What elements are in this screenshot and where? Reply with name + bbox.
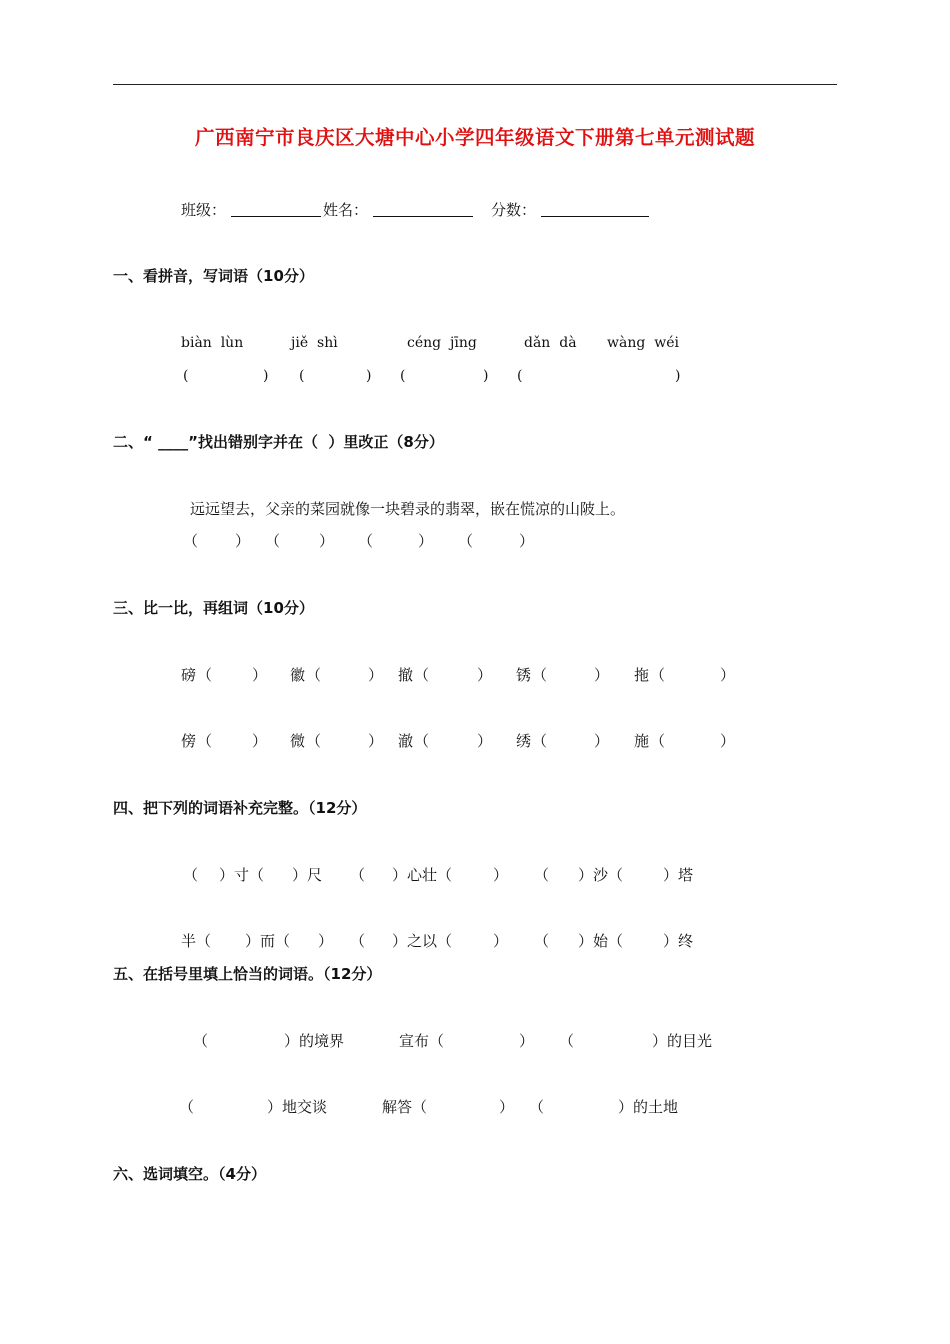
bracket-open: （ <box>650 732 666 750</box>
phrase-part: （ <box>559 1032 575 1050</box>
bracket-open: （ <box>532 666 548 684</box>
bracket-open: （ <box>183 532 199 550</box>
bracket-close: ) <box>263 368 269 384</box>
phrase-part: （ <box>193 1032 209 1050</box>
section-4-heading: 四、把下列的词语补充完整。（12分） <box>113 799 367 817</box>
phrase-part: 宣布（ <box>399 1032 445 1050</box>
bracket-open: （ <box>650 666 666 684</box>
idiom-part: （ <box>350 866 366 884</box>
bracket-close: ） <box>252 732 268 750</box>
bracket-open: （ <box>306 666 322 684</box>
idiom-part: ） <box>493 866 509 884</box>
idiom-part: （ <box>534 932 550 950</box>
compare-char: 撤 <box>398 666 414 684</box>
bracket-close: ） <box>235 532 251 550</box>
bracket-close: ） <box>477 732 493 750</box>
section-1-heading: 一、看拼音，写词语（10分） <box>113 267 314 285</box>
bracket-close: ） <box>477 666 493 684</box>
compare-char: 澈 <box>398 732 414 750</box>
idiom-part: ） <box>493 932 509 950</box>
error-sentence: 远远望去，父亲的菜园就像一块碧录的翡翠，嵌在慌凉的山陂上。 <box>190 500 626 518</box>
bracket-close: ） <box>720 732 736 750</box>
bracket-close: ） <box>720 666 736 684</box>
compare-char: 锈 <box>516 666 532 684</box>
idiom-part: ） <box>318 932 334 950</box>
bracket-close: ） <box>252 666 268 684</box>
compare-char: 傍 <box>181 732 197 750</box>
compare-char: 磅 <box>181 666 197 684</box>
idiom-part: 半（ <box>181 932 212 950</box>
bracket-open: （ <box>306 732 322 750</box>
bracket-close: ） <box>594 666 610 684</box>
phrase-part: ）的土地 <box>618 1098 679 1116</box>
score-field[interactable] <box>541 216 649 217</box>
phrase-part: ） <box>499 1098 515 1116</box>
bracket-close: ) <box>675 368 681 384</box>
bracket-close: ） <box>319 532 335 550</box>
idiom-part: ）塔 <box>663 866 694 884</box>
idiom-part: （ <box>350 932 366 950</box>
compare-char: 徽 <box>290 666 306 684</box>
name-field[interactable] <box>373 216 473 217</box>
bracket-open: （ <box>532 732 548 750</box>
class-field[interactable] <box>231 216 321 217</box>
section-2-heading: 二、“ ____”找出错别字并在（ ）里改正（8分） <box>113 433 444 451</box>
pinyin-item: jiě shì <box>291 335 338 351</box>
bracket-open: （ <box>197 732 213 750</box>
section-6-heading: 六、选词填空。（4分） <box>113 1165 266 1183</box>
pinyin-item: céng jīng <box>407 335 477 351</box>
idiom-part: （ <box>534 866 550 884</box>
idiom-part: ）终 <box>663 932 694 950</box>
idiom-part: ）始（ <box>578 932 624 950</box>
idiom-part: ）尺 <box>292 866 323 884</box>
section-5-heading: 五、在括号里填上恰当的词语。（12分） <box>113 965 382 983</box>
phrase-part: 解答（ <box>382 1098 428 1116</box>
bracket-close: ) <box>483 368 489 384</box>
bracket-open: （ <box>358 532 374 550</box>
section-3-heading: 三、比一比，再组词（10分） <box>113 599 314 617</box>
bracket-open: （ <box>197 666 213 684</box>
idiom-part: ）寸（ <box>219 866 265 884</box>
compare-char: 拖 <box>634 666 650 684</box>
bracket-close: ) <box>366 368 372 384</box>
bracket-open: （ <box>414 732 430 750</box>
page-title: 广西南宁市良庆区大塘中心小学四年级语文下册第七单元测试题 <box>194 126 755 149</box>
phrase-part: ） <box>519 1032 535 1050</box>
class-label: 班级： <box>181 201 227 219</box>
idiom-part: ）之以（ <box>392 932 453 950</box>
name-label: 姓名： <box>323 201 369 219</box>
bracket-open: （ <box>265 532 281 550</box>
idiom-part: ）而（ <box>245 932 291 950</box>
score-label: 分数： <box>491 201 537 219</box>
bracket-close: ） <box>594 732 610 750</box>
compare-char: 绣 <box>516 732 532 750</box>
bracket-open: ( <box>517 368 523 384</box>
pinyin-item: biàn lùn <box>181 335 244 351</box>
bracket-close: ） <box>519 532 535 550</box>
idiom-part: ）心壮（ <box>392 866 453 884</box>
compare-char: 施 <box>634 732 650 750</box>
idiom-part: （ <box>183 866 199 884</box>
bracket-close: ） <box>368 732 384 750</box>
bracket-open: （ <box>414 666 430 684</box>
pinyin-item: dǎn dà <box>524 335 577 351</box>
bracket-open: ( <box>183 368 189 384</box>
compare-char: 微 <box>290 732 306 750</box>
phrase-part: ）的目光 <box>652 1032 713 1050</box>
phrase-part: （ <box>529 1098 545 1116</box>
phrase-part: （ <box>179 1098 195 1116</box>
bracket-close: ） <box>418 532 434 550</box>
phrase-part: ）的境界 <box>284 1032 345 1050</box>
top-rule <box>113 84 837 85</box>
pinyin-item: wàng wéi <box>607 335 679 351</box>
bracket-close: ） <box>368 666 384 684</box>
phrase-part: ）地交谈 <box>267 1098 328 1116</box>
bracket-open: ( <box>299 368 305 384</box>
idiom-part: ）沙（ <box>578 866 624 884</box>
bracket-open: ( <box>400 368 406 384</box>
bracket-open: （ <box>458 532 474 550</box>
